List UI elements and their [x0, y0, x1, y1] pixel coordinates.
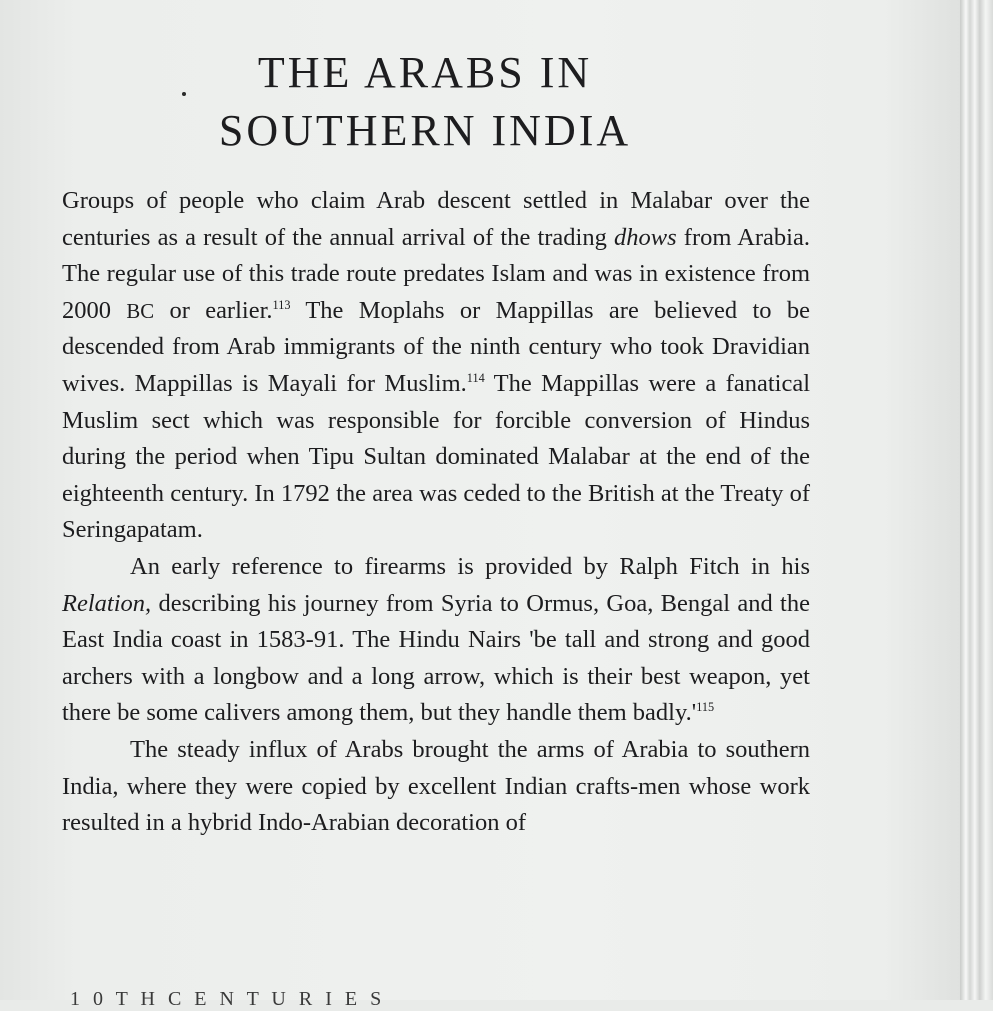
paragraph-1-text: or earlier. — [154, 296, 273, 324]
body-text — [62, 183, 810, 842]
era-abbreviation: BC — [126, 298, 155, 323]
italic-title-relation: Relation, — [62, 589, 152, 617]
footnote-ref-114: 114 — [466, 370, 485, 385]
paragraph-1-text: The Moplahs or Mappillas are believed to be descended from Arab immigrants of the ninth century who took Dravidian wives. Mappillas is Mayali for Muslim. — [62, 296, 811, 397]
page-edge-stack — [960, 0, 993, 1000]
italic-term-dhows: dhows — [614, 223, 677, 251]
paragraph-1 — [62, 183, 810, 549]
paragraph-2-text: describing his journey from Syria to Ormus, Goa, Bengal and the East India coast in 1583-91. The Hindu Nairs 'be tall and strong and good archers with a longbow and a long arrow, which is their best weapon, yet there be some calivers among them, but they handle them badly.' — [62, 589, 810, 727]
footnote-ref-115: 115 — [696, 700, 715, 715]
footnote-ref-113: 113 — [272, 297, 291, 312]
paragraph-3-text: The steady influx of Arabs brought the arms of Arabia to southern India, where they were copied by excellent Indian crafts-men whose work resulted in a hybrid Indo-Arabian decoration of — [62, 735, 810, 837]
chapter-title-line-2: SOUTHERN INDIA — [218, 106, 632, 155]
paragraph-1-text: The Mappillas were a fanatical Muslim sect which was responsible for forcible conversion of Hindus during the period when Tipu Sultan dominated Malabar at the end of the eighteenth century. In 1792 the area was ceded to the British at the Treaty of Seringapatam. — [62, 369, 810, 544]
paragraph-2 — [62, 549, 810, 732]
paragraph-1-text: from Arabia. The regular use of this trade route predates Islam and was in existence from 2000 — [62, 223, 810, 324]
paragraph-1-text: Groups of people who claim Arab descent settled in Malabar over the centuries as a result of the annual arrival of the trading — [62, 187, 810, 251]
paragraph-3 — [62, 732, 810, 842]
ink-dot — [182, 92, 186, 96]
chapter-title-line-1: THE ARABS IN — [257, 48, 593, 97]
paragraph-2-text: An early reference to firearms is provided by Ralph Fitch in his — [130, 552, 810, 580]
chapter-title — [0, 44, 850, 160]
running-head-footer: 1 0 T H C E N T U R I E S — [70, 988, 386, 1010]
